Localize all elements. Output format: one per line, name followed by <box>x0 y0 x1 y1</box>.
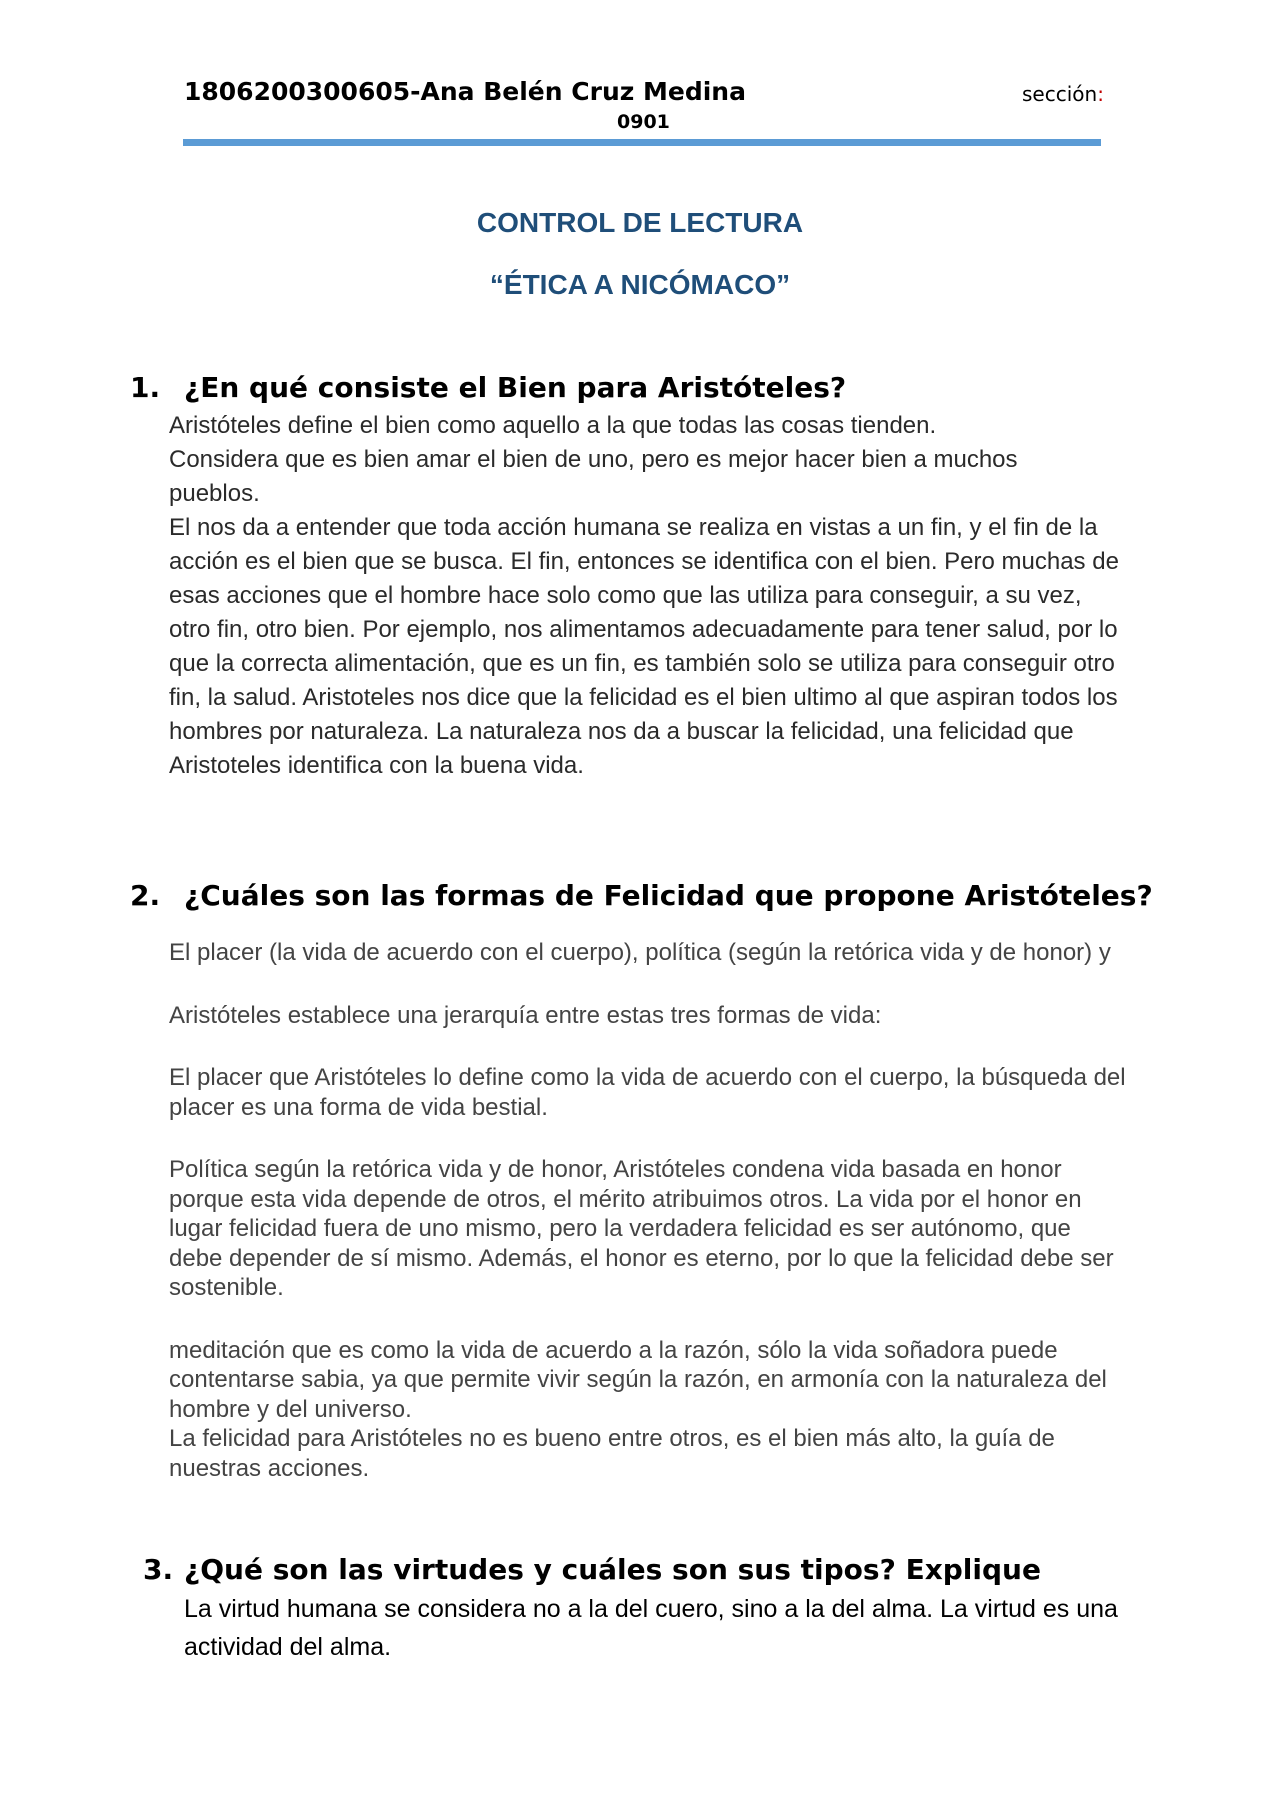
question-2-answer <box>169 938 1129 1483</box>
section-colon: : <box>1097 82 1104 106</box>
question-1-heading: ¿En qué consiste el Bien para Aristóteles? <box>184 371 847 404</box>
answer-paragraph: Considera que es bien amar el bien de uno, pero es mejor hacer bien a muchos pueblos. <box>169 446 1018 507</box>
question-3-heading: ¿Qué son las virtudes y cuáles son sus tipos? Explique <box>184 1553 1041 1586</box>
question-3-answer <box>184 1590 1124 1666</box>
question-1-answer <box>169 409 1119 783</box>
document-title: CONTROL DE LECTURA <box>476 207 804 238</box>
answer-paragraph: Aristóteles define el bien como aquello a la que todas las cosas tienden. <box>169 412 937 439</box>
answer-paragraph: meditación que es como la vida de acuerdo a la razón, sólo la vida soñadora puede contentarse sabia, ya que permite vivir según la razón, en armonía con la naturaleza del hombre y del universo. <box>169 1336 1107 1423</box>
answer-paragraph: El placer (la vida de acuerdo con el cuerpo), política (según la retórica vida y de honor) y <box>169 939 1111 966</box>
section-label <box>1022 82 1104 106</box>
header-divider <box>183 139 1101 146</box>
question-2-number: 2. <box>130 879 161 912</box>
answer-paragraph: Aristóteles establece una jerarquía entre estas tres formas de vida: <box>169 1001 882 1029</box>
answer-paragraph: La virtud humana se considera no a la del cuero, sino a la del alma. La virtud es una actividad del alma. <box>184 1595 1118 1661</box>
section-code: 0901 <box>617 111 670 133</box>
answer-paragraph: La felicidad para Aristóteles no es bueno entre otros, es el bien más alto, la guía de nuestras acciones. <box>169 1425 1055 1482</box>
question-3-number: 3. <box>143 1553 174 1586</box>
student-name: 1806200300605-Ana Belén Cruz Medina <box>184 77 746 106</box>
question-2-heading: ¿Cuáles son las formas de Felicidad que propone Aristóteles? <box>184 879 1153 912</box>
answer-paragraph: Política según la retórica vida y de honor, Aristóteles condena vida basada en honor porque esta vida depende de otros, el mérito atribuimos otros. La vida por el honor en lugar felicidad fuera de uno mismo, pero la verdadera felicidad es ser autónomo, que debe depender de sí mismo. Además, el honor es eterno, por lo que la felicidad debe ser sostenible. <box>169 1156 1114 1301</box>
section-label-text: sección <box>1022 82 1098 106</box>
answer-paragraph: El nos da a entender que toda acción humana se realiza en vistas a un fin, y el fin de la acción es el bien que se busca. El fin, entonces se identifica con el bien. Pero muchas de esas acciones que el hombre hace solo como que las utiliza para conseguir, a su vez, otro fin, otro bien. Por ejemplo, nos alimentamos adecuadamente para tener salud, por lo que la correcta alimentación, que es un fin, es también solo se utiliza para conseguir otro fin, la salud. Aristoteles nos dice que la felicidad es el bien ultimo al que aspiran todos los hombres por naturaleza. La naturaleza nos da a buscar la felicidad, una felicidad que Aristoteles identifica con la buena vida. <box>169 514 1119 779</box>
answer-paragraph: El placer que Aristóteles lo define como la vida de acuerdo con el cuerpo, la búsqueda del placer es una forma de vida bestial. <box>169 1064 1126 1121</box>
document-subtitle: “ÉTICA A NICÓMACO” <box>489 269 791 300</box>
question-1-number: 1. <box>130 371 161 404</box>
